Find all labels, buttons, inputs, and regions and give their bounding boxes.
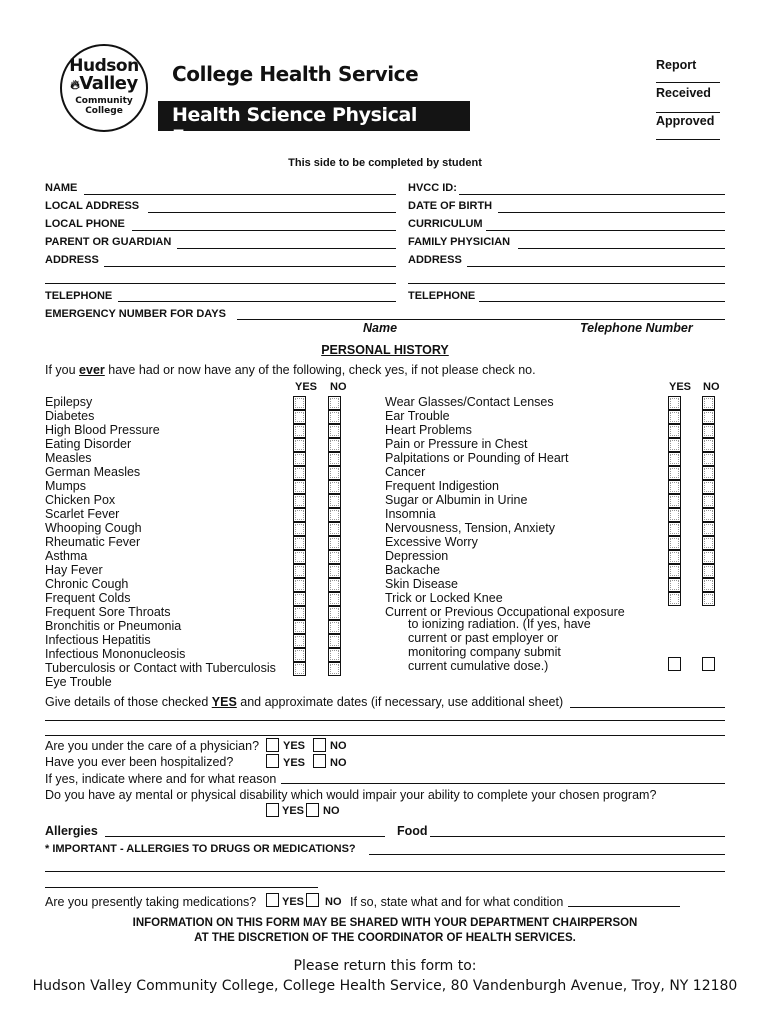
left-condition-no-checkbox[interactable] xyxy=(328,620,341,634)
right-condition-label: Wear Glasses/Contact Lenses xyxy=(385,395,554,409)
logo-line-3: Community xyxy=(75,96,133,106)
logo-line-2 xyxy=(62,75,146,95)
right-condition-label: Cancer xyxy=(385,465,426,479)
field-address-input[interactable] xyxy=(104,266,396,267)
right-condition-label: Skin Disease xyxy=(385,577,458,591)
allergies-input[interactable] xyxy=(105,836,385,837)
physician-care-yes-label: YES xyxy=(283,740,306,752)
right-condition-no-checkbox[interactable] xyxy=(702,424,715,438)
field-address-input-2[interactable] xyxy=(45,283,396,284)
status-report: Report xyxy=(656,58,697,72)
medications-input[interactable] xyxy=(568,906,680,907)
footer-address-line: Hudson Valley Community College, College Health Service, 80 Vandenburgh Avenue, Troy, NY 12180 xyxy=(32,978,738,994)
left-condition-yes-checkbox[interactable] xyxy=(293,508,306,522)
important-allergies-input-3[interactable] xyxy=(45,887,318,888)
right-condition-label: Ear Trouble xyxy=(385,409,450,423)
left-condition-yes-checkbox[interactable] xyxy=(293,466,306,480)
left-condition-yes-checkbox[interactable] xyxy=(293,620,306,634)
left-condition-label: Measles xyxy=(45,451,92,465)
occupational-line-1: to ionizing radiation. (If yes, have xyxy=(408,617,591,631)
medications-no-label: NO xyxy=(325,896,342,908)
right-condition-no-checkbox[interactable] xyxy=(702,494,715,508)
left-condition-no-checkbox[interactable] xyxy=(328,662,341,676)
details-yes: YES xyxy=(211,695,237,709)
left-condition-yes-checkbox[interactable] xyxy=(293,438,306,452)
field-physician-address-input-2[interactable] xyxy=(408,283,725,284)
right-condition-no-checkbox[interactable] xyxy=(702,438,715,452)
occupational-yes-checkbox[interactable] xyxy=(668,657,681,671)
left-condition-label: Infectious Mononucleosis xyxy=(45,647,186,661)
left-no-header: NO xyxy=(330,381,347,393)
left-condition-yes-checkbox[interactable] xyxy=(293,410,306,424)
left-condition-label: Frequent Sore Throats xyxy=(45,605,171,619)
left-condition-label: High Blood Pressure xyxy=(45,423,160,437)
left-condition-label: Tuberculosis or Contact with Tuberculosis xyxy=(45,661,276,675)
field-local-address-input[interactable] xyxy=(148,212,396,213)
right-condition-yes-checkbox[interactable] xyxy=(668,592,681,606)
details-input-2[interactable] xyxy=(45,720,725,721)
left-condition-no-checkbox[interactable] xyxy=(328,634,341,648)
physician-care-yes-checkbox[interactable] xyxy=(266,738,279,752)
left-condition-label: Hay Fever xyxy=(45,563,103,577)
physician-care-no-label: NO xyxy=(330,740,347,752)
right-condition-label: Palpitations or Pounding of Heart xyxy=(385,451,569,465)
important-allergies-label: * IMPORTANT - ALLERGIES TO DRUGS OR MEDICATIONS? xyxy=(45,843,356,855)
where-what-question: If yes, indicate where and for what reason xyxy=(45,772,277,786)
intro-ever: ever xyxy=(79,363,105,377)
telephone-input[interactable] xyxy=(118,301,396,302)
right-condition-label: Current or Previous Occupational exposure xyxy=(385,605,625,619)
left-condition-no-checkbox[interactable] xyxy=(328,522,341,536)
left-condition-yes-checkbox[interactable] xyxy=(293,480,306,494)
left-condition-no-checkbox[interactable] xyxy=(328,550,341,564)
right-condition-label: Nervousness, Tension, Anxiety xyxy=(385,521,556,535)
left-condition-no-checkbox[interactable] xyxy=(328,466,341,480)
left-condition-label: Mumps xyxy=(45,479,86,493)
field-physician-address-label: ADDRESS xyxy=(408,254,462,266)
field-address-label: ADDRESS xyxy=(45,254,99,266)
left-condition-no-checkbox[interactable] xyxy=(328,606,341,620)
right-yes-header: YES xyxy=(669,381,692,393)
hospitalized-question: Have you ever been hospitalized? xyxy=(45,755,234,769)
occupational-no-checkbox[interactable] xyxy=(702,657,715,671)
left-yes-header: YES xyxy=(295,381,318,393)
right-condition-yes-checkbox[interactable] xyxy=(668,564,681,578)
left-condition-no-checkbox[interactable] xyxy=(328,536,341,550)
right-condition-label: Heart Problems xyxy=(385,423,472,437)
logo-line-4: College xyxy=(85,106,123,116)
right-condition-label: Pain or Pressure in Chest xyxy=(385,437,528,451)
right-condition-label: Frequent Indigestion xyxy=(385,479,499,493)
left-condition-no-checkbox[interactable] xyxy=(328,508,341,522)
left-condition-no-checkbox[interactable] xyxy=(328,494,341,508)
left-condition-yes-checkbox[interactable] xyxy=(293,592,306,606)
field-local-address-label: LOCAL ADDRESS xyxy=(45,200,140,212)
emergency-phone-caption: Telephone Number xyxy=(580,321,693,335)
field-guardian-input[interactable] xyxy=(177,248,396,249)
emergency-label: EMERGENCY NUMBER FOR DAYS xyxy=(45,308,226,320)
right-condition-yes-checkbox[interactable] xyxy=(668,438,681,452)
field-local-phone-input[interactable] xyxy=(132,230,396,231)
right-condition-no-checkbox[interactable] xyxy=(702,564,715,578)
right-condition-yes-checkbox[interactable] xyxy=(668,522,681,536)
details-text-b: and approximate dates (if necessary, use additional sheet) xyxy=(236,695,564,709)
left-condition-no-checkbox[interactable] xyxy=(328,396,341,410)
field-dob-input[interactable] xyxy=(498,212,725,213)
field-physician-input[interactable] xyxy=(518,248,725,249)
left-condition-label: Eating Disorder xyxy=(45,437,132,451)
left-condition-yes-checkbox[interactable] xyxy=(293,424,306,438)
right-condition-label: Insomnia xyxy=(385,507,436,521)
left-condition-yes-checkbox[interactable] xyxy=(293,550,306,564)
right-condition-label: Depression xyxy=(385,549,449,563)
left-condition-no-checkbox[interactable] xyxy=(328,452,341,466)
left-condition-no-checkbox[interactable] xyxy=(328,564,341,578)
right-condition-label: Sugar or Albumin in Urine xyxy=(385,493,528,507)
hospitalized-no-checkbox[interactable] xyxy=(313,754,326,768)
field-hvcc-id-label: HVCC ID: xyxy=(408,182,457,194)
physician-telephone-input[interactable] xyxy=(479,301,725,302)
details-text-a: Give details of those checked xyxy=(45,695,212,709)
notice-line-1: INFORMATION ON THIS FORM MAY BE SHARED WITH YOUR DEPARTMENT CHAIRPERSON xyxy=(132,917,638,929)
right-condition-label: Excessive Worry xyxy=(385,535,478,549)
service-title: College Health Service xyxy=(172,62,419,86)
allergies-label: Allergies xyxy=(45,824,98,838)
status-received: Received xyxy=(656,86,711,100)
left-condition-label: Infectious Hepatitis xyxy=(45,633,151,647)
left-condition-yes-checkbox[interactable] xyxy=(293,648,306,662)
hospitalized-yes-checkbox[interactable] xyxy=(266,754,279,768)
field-physician-label: FAMILY PHYSICIAN xyxy=(408,236,511,248)
left-condition-no-checkbox[interactable] xyxy=(328,438,341,452)
left-condition-label: Diabetes xyxy=(45,409,95,423)
physician-care-no-checkbox[interactable] xyxy=(313,738,326,752)
status-approved: Approved xyxy=(656,114,715,128)
left-condition-no-checkbox[interactable] xyxy=(328,424,341,438)
medications-followup: If so, state what and for what condition xyxy=(350,895,564,909)
disability-yes-checkbox[interactable] xyxy=(266,803,279,817)
college-logo xyxy=(60,44,148,132)
telephone-label: TELEPHONE xyxy=(45,290,113,302)
right-condition-yes-checkbox[interactable] xyxy=(668,494,681,508)
field-name-input[interactable] xyxy=(84,194,396,195)
disability-no-checkbox[interactable] xyxy=(306,803,319,817)
footer-return-line: Please return this form to: xyxy=(293,958,477,974)
emergency-name-caption: Name xyxy=(363,321,398,335)
important-allergies-input[interactable] xyxy=(369,854,725,855)
left-condition-label: Whooping Cough xyxy=(45,521,142,535)
left-condition-label: Bronchitis or Pneumonia xyxy=(45,619,182,633)
left-condition-label: Asthma xyxy=(45,549,88,563)
details-input-3[interactable] xyxy=(45,735,725,736)
food-label: Food xyxy=(397,824,428,838)
right-condition-no-checkbox[interactable] xyxy=(702,466,715,480)
field-curriculum-label: CURRICULUM xyxy=(408,218,483,230)
intro-text-a: If you xyxy=(45,363,80,377)
left-condition-label: Chronic Cough xyxy=(45,577,129,591)
field-dob-label: DATE OF BIRTH xyxy=(408,200,493,212)
right-condition-no-checkbox[interactable] xyxy=(702,536,715,550)
left-condition-yes-checkbox[interactable] xyxy=(293,578,306,592)
left-condition-no-checkbox[interactable] xyxy=(328,648,341,662)
right-condition-yes-checkbox[interactable] xyxy=(668,536,681,550)
food-input[interactable] xyxy=(430,836,725,837)
left-condition-label: Rheumatic Fever xyxy=(45,535,141,549)
details-input[interactable] xyxy=(570,707,725,708)
details-prompt xyxy=(45,695,563,709)
left-condition-yes-checkbox[interactable] xyxy=(293,634,306,648)
right-condition-no-checkbox[interactable] xyxy=(702,550,715,564)
disability-question: Do you have ay mental or physical disability which would impair your ability to complete your chosen program? xyxy=(45,788,657,802)
personal-history-heading: PERSONAL HISTORY xyxy=(321,343,449,357)
right-condition-yes-checkbox[interactable] xyxy=(668,480,681,494)
form-title-bar xyxy=(158,101,470,148)
right-condition-no-checkbox[interactable] xyxy=(702,396,715,410)
left-condition-yes-checkbox[interactable] xyxy=(293,564,306,578)
right-condition-no-checkbox[interactable] xyxy=(702,522,715,536)
field-hvcc-id-input[interactable] xyxy=(459,194,725,195)
left-condition-label: Eye Trouble xyxy=(45,675,112,689)
left-condition-yes-checkbox[interactable] xyxy=(293,452,306,466)
occupational-line-3: monitoring company submit xyxy=(408,645,561,659)
right-condition-no-checkbox[interactable] xyxy=(702,480,715,494)
right-condition-no-checkbox[interactable] xyxy=(702,578,715,592)
physician-care-question: Are you under the care of a physician? xyxy=(45,739,260,753)
field-physician-address-input[interactable] xyxy=(467,266,725,267)
right-condition-no-checkbox[interactable] xyxy=(702,592,715,606)
disability-no-label: NO xyxy=(323,805,340,817)
notice-line-2: AT THE DISCRETION OF THE COORDINATOR OF HEALTH SERVICES. xyxy=(194,932,576,944)
logo-line-1: Hudson xyxy=(69,56,139,76)
field-local-phone-label: LOCAL PHONE xyxy=(45,218,125,230)
right-condition-label: Trick or Locked Knee xyxy=(385,591,503,605)
right-condition-yes-checkbox[interactable] xyxy=(668,424,681,438)
right-condition-yes-checkbox[interactable] xyxy=(668,578,681,592)
left-condition-no-checkbox[interactable] xyxy=(328,410,341,424)
left-condition-label: German Measles xyxy=(45,465,141,479)
where-what-input[interactable] xyxy=(281,783,725,784)
right-condition-yes-checkbox[interactable] xyxy=(668,508,681,522)
medications-no-checkbox[interactable] xyxy=(306,893,319,907)
right-no-header: NO xyxy=(703,381,720,393)
right-condition-yes-checkbox[interactable] xyxy=(668,396,681,410)
form-title: Health Science Physical Form xyxy=(172,104,418,148)
field-guardian-label: PARENT OR GUARDIAN xyxy=(45,236,172,248)
disability-yes-label: YES xyxy=(282,805,305,817)
left-condition-yes-checkbox[interactable] xyxy=(293,662,306,676)
hospitalized-no-label: NO xyxy=(330,757,347,769)
left-condition-yes-checkbox[interactable] xyxy=(293,606,306,620)
occupational-line-2: current or past employer or xyxy=(408,631,559,645)
left-condition-no-checkbox[interactable] xyxy=(328,578,341,592)
important-allergies-input-2[interactable] xyxy=(45,871,725,872)
status-approved-line[interactable] xyxy=(656,139,720,140)
flame-icon: 🔥︎ xyxy=(70,78,80,93)
medications-yes-label: YES xyxy=(282,896,305,908)
left-condition-no-checkbox[interactable] xyxy=(328,480,341,494)
left-condition-label: Epilepsy xyxy=(45,395,93,409)
left-condition-yes-checkbox[interactable] xyxy=(293,522,306,536)
right-condition-no-checkbox[interactable] xyxy=(702,410,715,424)
left-condition-yes-checkbox[interactable] xyxy=(293,494,306,508)
right-condition-no-checkbox[interactable] xyxy=(702,452,715,466)
left-condition-no-checkbox[interactable] xyxy=(328,592,341,606)
status-received-line[interactable] xyxy=(656,112,720,113)
student-section-heading: This side to be completed by student xyxy=(288,157,482,169)
physician-telephone-label: TELEPHONE xyxy=(408,290,476,302)
emergency-input[interactable] xyxy=(237,319,725,320)
medications-question: Are you presently taking medications? xyxy=(45,895,257,909)
right-condition-yes-checkbox[interactable] xyxy=(668,410,681,424)
right-condition-yes-checkbox[interactable] xyxy=(668,452,681,466)
status-report-line[interactable] xyxy=(656,82,720,83)
field-name-label: NAME xyxy=(45,182,78,194)
medications-yes-checkbox[interactable] xyxy=(266,893,279,907)
occupational-line-4: current cumulative dose.) xyxy=(408,659,549,673)
right-condition-yes-checkbox[interactable] xyxy=(668,550,681,564)
intro-text-b: have had or now have any of the following, check yes, if not please check no. xyxy=(104,363,536,377)
personal-history-intro xyxy=(45,363,536,377)
left-condition-label: Frequent Colds xyxy=(45,591,131,605)
right-condition-label: Backache xyxy=(385,563,440,577)
left-condition-yes-checkbox[interactable] xyxy=(293,396,306,410)
right-condition-no-checkbox[interactable] xyxy=(702,508,715,522)
left-condition-label: Scarlet Fever xyxy=(45,507,120,521)
right-condition-yes-checkbox[interactable] xyxy=(668,466,681,480)
field-curriculum-input[interactable] xyxy=(486,230,725,231)
hospitalized-yes-label: YES xyxy=(283,757,306,769)
left-condition-yes-checkbox[interactable] xyxy=(293,536,306,550)
logo-line-2-text: Valley xyxy=(79,73,138,94)
left-condition-label: Chicken Pox xyxy=(45,493,116,507)
